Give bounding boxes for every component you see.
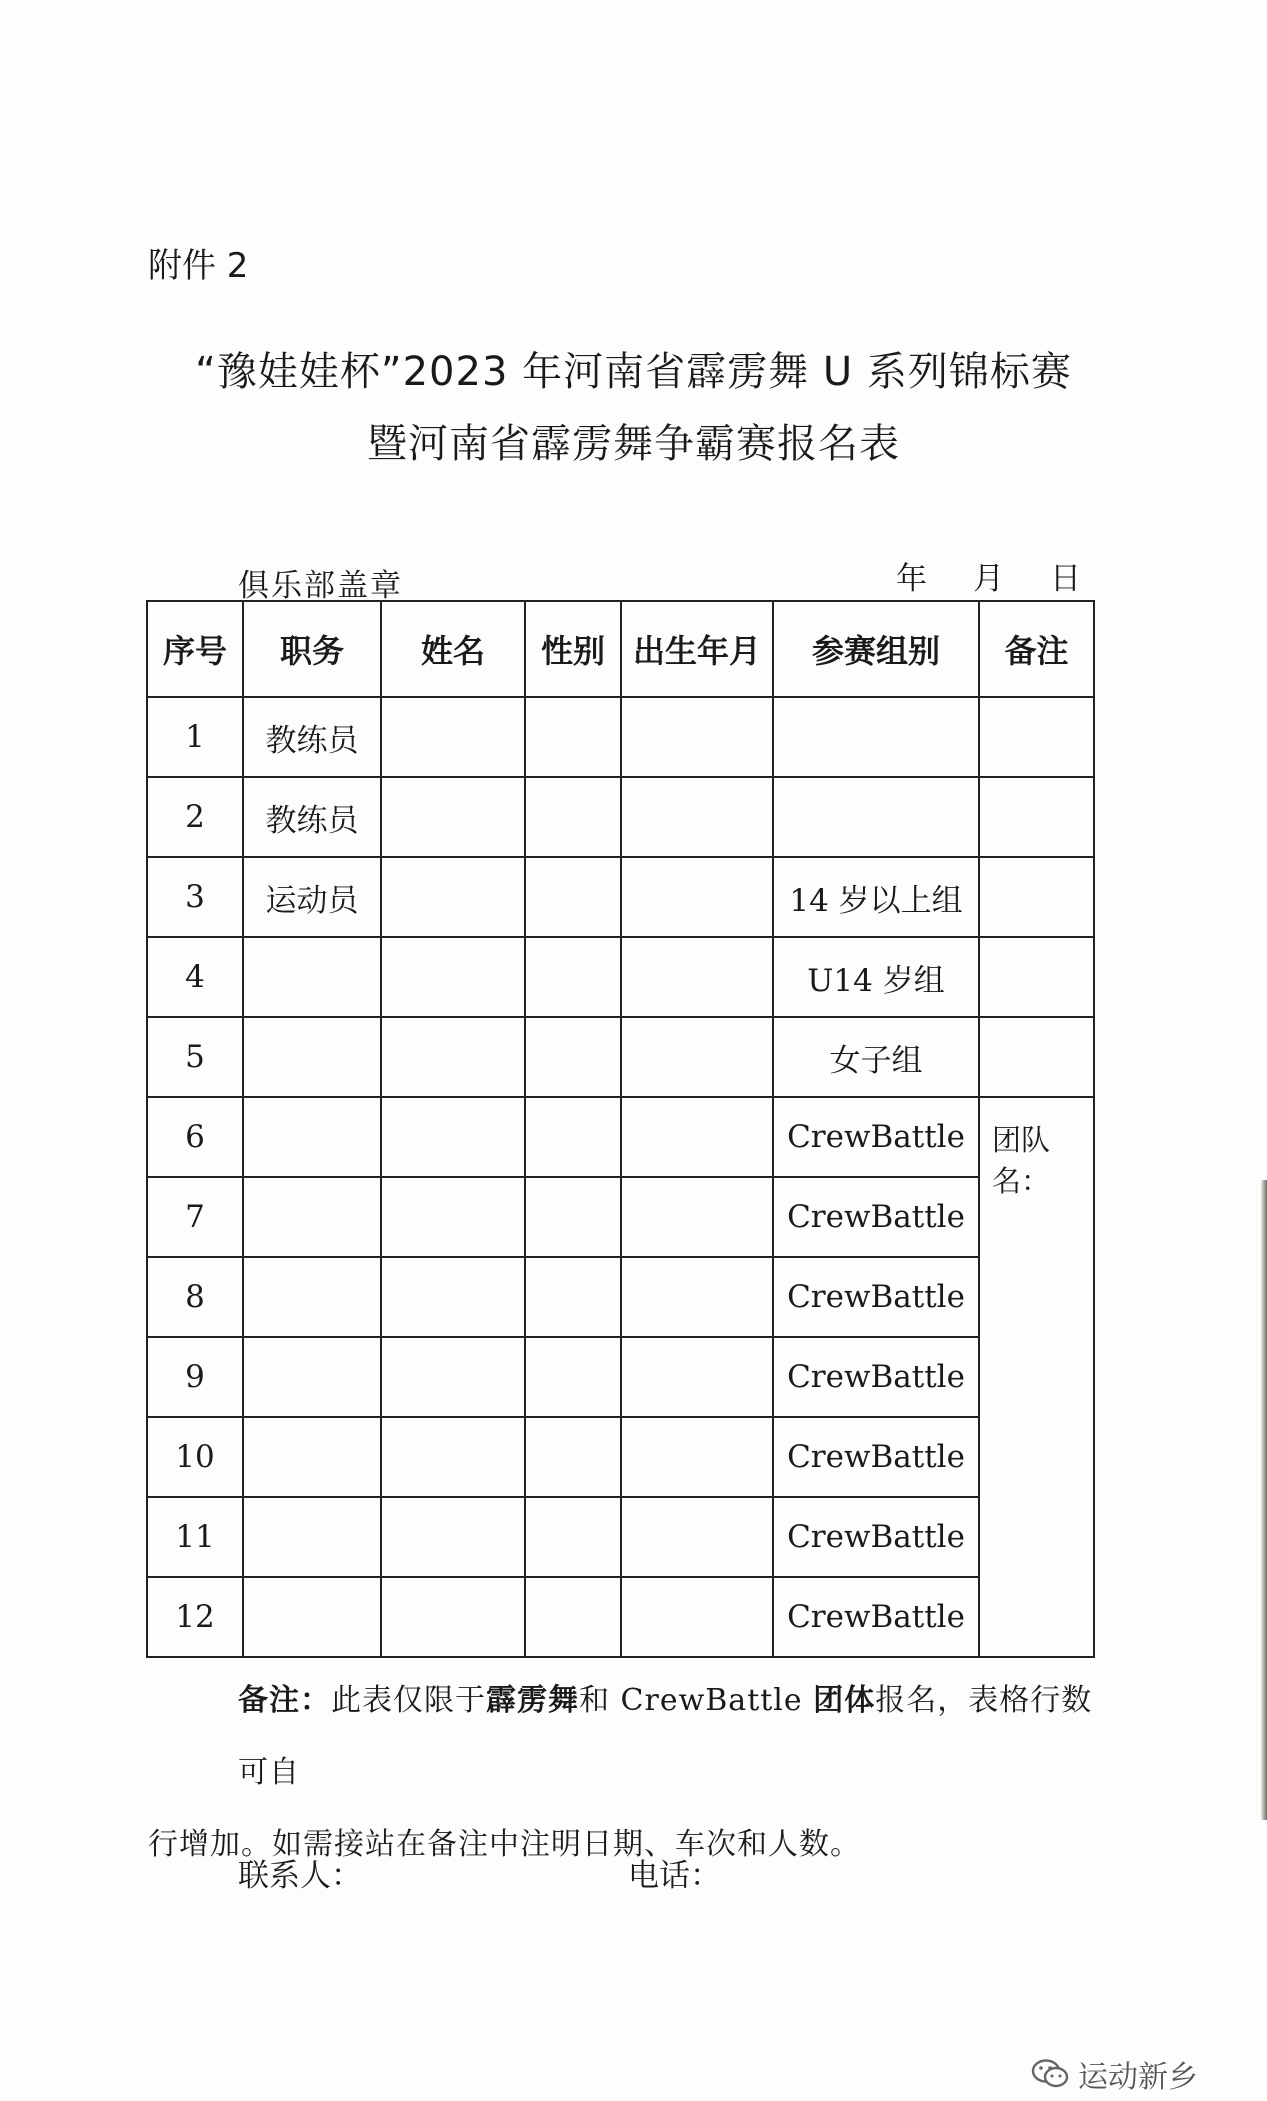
table-row — [147, 777, 1094, 857]
column-header-number: 序号 — [147, 601, 243, 697]
note-bold-breaking: 霹雳舞 — [486, 1683, 579, 1718]
remark-cell[interactable] — [979, 857, 1094, 937]
document-title-line-2: 暨河南省霹雳舞争霸赛报名表 — [367, 421, 900, 467]
table-row — [147, 1017, 1094, 1097]
column-header-birth: 出生年月 — [621, 601, 773, 697]
document-title-line-1: “豫娃娃杯”2023 年河南省霹雳舞 U 系列锦标赛 — [195, 349, 1072, 395]
date-month-label: 月 — [973, 561, 1004, 597]
name-cell[interactable] — [381, 937, 525, 1017]
row-number: 1 — [147, 697, 243, 777]
gender-cell[interactable] — [525, 1417, 621, 1497]
date-day-label: 日 — [1050, 561, 1081, 597]
group-cell[interactable]: CrewBattle — [773, 1497, 979, 1577]
club-seal-label: 俱乐部盖章 — [238, 568, 403, 604]
team-name-cell[interactable]: 团队名： — [979, 1097, 1094, 1657]
gender-cell[interactable] — [525, 777, 621, 857]
phone-label: 电话： — [628, 1858, 721, 1894]
group-cell[interactable] — [773, 777, 979, 857]
table-row — [147, 697, 1094, 777]
birth-cell[interactable] — [621, 937, 773, 1017]
note-text-c: 报名，表格行数可自 — [238, 1683, 1093, 1790]
birth-cell[interactable] — [621, 697, 773, 777]
name-cell[interactable] — [381, 1097, 525, 1177]
group-cell[interactable] — [773, 697, 979, 777]
gender-cell[interactable] — [525, 1337, 621, 1417]
group-cell[interactable]: CrewBattle — [773, 1417, 979, 1497]
birth-cell[interactable] — [621, 1497, 773, 1577]
table-row — [147, 1097, 1094, 1177]
role-cell[interactable] — [243, 1577, 381, 1657]
contact-person-label: 联系人： — [238, 1858, 362, 1894]
gender-cell[interactable] — [525, 1017, 621, 1097]
row-number: 8 — [147, 1257, 243, 1337]
group-cell[interactable]: CrewBattle — [773, 1337, 979, 1417]
gender-cell[interactable] — [525, 1177, 621, 1257]
group-cell[interactable]: U14 岁组 — [773, 937, 979, 1017]
name-cell[interactable] — [381, 1577, 525, 1657]
name-cell[interactable] — [381, 1337, 525, 1417]
row-number: 3 — [147, 857, 243, 937]
note-bold-team: 团体 — [813, 1683, 876, 1718]
wechat-icon — [1030, 2057, 1070, 2091]
row-number: 5 — [147, 1017, 243, 1097]
name-cell[interactable] — [381, 1417, 525, 1497]
role-cell[interactable] — [243, 1017, 381, 1097]
attachment-label: 附件 2 — [148, 246, 249, 286]
role-cell[interactable] — [243, 937, 381, 1017]
role-cell[interactable] — [243, 1097, 381, 1177]
row-number: 2 — [147, 777, 243, 857]
gender-cell[interactable] — [525, 697, 621, 777]
table-row — [147, 1497, 1094, 1577]
group-cell[interactable]: CrewBattle — [773, 1577, 979, 1657]
remark-cell[interactable] — [979, 937, 1094, 1017]
table-row — [147, 1337, 1094, 1417]
gender-cell[interactable] — [525, 857, 621, 937]
row-number: 9 — [147, 1337, 243, 1417]
birth-cell[interactable] — [621, 1017, 773, 1097]
role-cell[interactable] — [243, 1257, 381, 1337]
role-cell[interactable]: 运动员 — [243, 857, 381, 937]
role-cell[interactable]: 教练员 — [243, 777, 381, 857]
page-edge-shadow — [1261, 1180, 1267, 1820]
watermark — [1030, 2052, 1198, 2096]
table-row — [147, 857, 1094, 937]
column-header-remark: 备注 — [979, 601, 1094, 697]
name-cell[interactable] — [381, 697, 525, 777]
name-cell[interactable] — [381, 1017, 525, 1097]
birth-cell[interactable] — [621, 1097, 773, 1177]
table-row — [147, 1257, 1094, 1337]
birth-cell[interactable] — [621, 1177, 773, 1257]
date-field — [896, 553, 1081, 598]
table-header-row — [147, 601, 1094, 697]
name-cell[interactable] — [381, 1257, 525, 1337]
group-cell[interactable]: CrewBattle — [773, 1097, 979, 1177]
row-number: 6 — [147, 1097, 243, 1177]
note-label: 备注： — [238, 1683, 331, 1718]
row-number: 12 — [147, 1577, 243, 1657]
role-cell[interactable]: 教练员 — [243, 697, 381, 777]
note-line-2: 行增加。如需接站在备注中注明日期、车次和人数。 — [148, 1827, 861, 1862]
name-cell[interactable] — [381, 857, 525, 937]
column-header-group: 参赛组别 — [773, 601, 979, 697]
table-row — [147, 937, 1094, 1017]
role-cell[interactable] — [243, 1177, 381, 1257]
group-cell[interactable]: CrewBattle — [773, 1177, 979, 1257]
row-number: 11 — [147, 1497, 243, 1577]
row-number: 7 — [147, 1177, 243, 1257]
role-cell[interactable] — [243, 1417, 381, 1497]
gender-cell[interactable] — [525, 1497, 621, 1577]
birth-cell[interactable] — [621, 777, 773, 857]
row-number: 10 — [147, 1417, 243, 1497]
note-text-b: 和 CrewBattle — [579, 1683, 814, 1718]
gender-cell[interactable] — [525, 1257, 621, 1337]
gender-cell[interactable] — [525, 1577, 621, 1657]
group-cell[interactable]: 14 岁以上组 — [773, 857, 979, 937]
column-header-name: 姓名 — [381, 601, 525, 697]
remark-cell[interactable] — [979, 1017, 1094, 1097]
group-cell[interactable]: CrewBattle — [773, 1257, 979, 1337]
group-cell[interactable]: 女子组 — [773, 1017, 979, 1097]
table-row — [147, 1417, 1094, 1497]
name-cell[interactable] — [381, 777, 525, 857]
birth-cell[interactable] — [621, 1417, 773, 1497]
remark-cell[interactable] — [979, 697, 1094, 777]
name-cell[interactable] — [381, 1177, 525, 1257]
role-cell[interactable] — [243, 1497, 381, 1577]
note-paragraph — [148, 1665, 1093, 1881]
birth-cell[interactable] — [621, 1577, 773, 1657]
column-header-role: 职务 — [243, 601, 381, 697]
birth-cell[interactable] — [621, 1257, 773, 1337]
birth-cell[interactable] — [621, 857, 773, 937]
column-header-gender: 性别 — [525, 601, 621, 697]
gender-cell[interactable] — [525, 937, 621, 1017]
registration-table — [146, 600, 1095, 1658]
table-row — [147, 1577, 1094, 1657]
role-cell[interactable] — [243, 1337, 381, 1417]
birth-cell[interactable] — [621, 1337, 773, 1417]
name-cell[interactable] — [381, 1497, 525, 1577]
date-year-label: 年 — [896, 561, 927, 597]
note-text-a: 此表仅限于 — [331, 1683, 486, 1718]
row-number: 4 — [147, 937, 243, 1017]
table-row — [147, 1177, 1094, 1257]
watermark-text: 运动新乡 — [1078, 2060, 1198, 2095]
gender-cell[interactable] — [525, 1097, 621, 1177]
remark-cell[interactable] — [979, 777, 1094, 857]
